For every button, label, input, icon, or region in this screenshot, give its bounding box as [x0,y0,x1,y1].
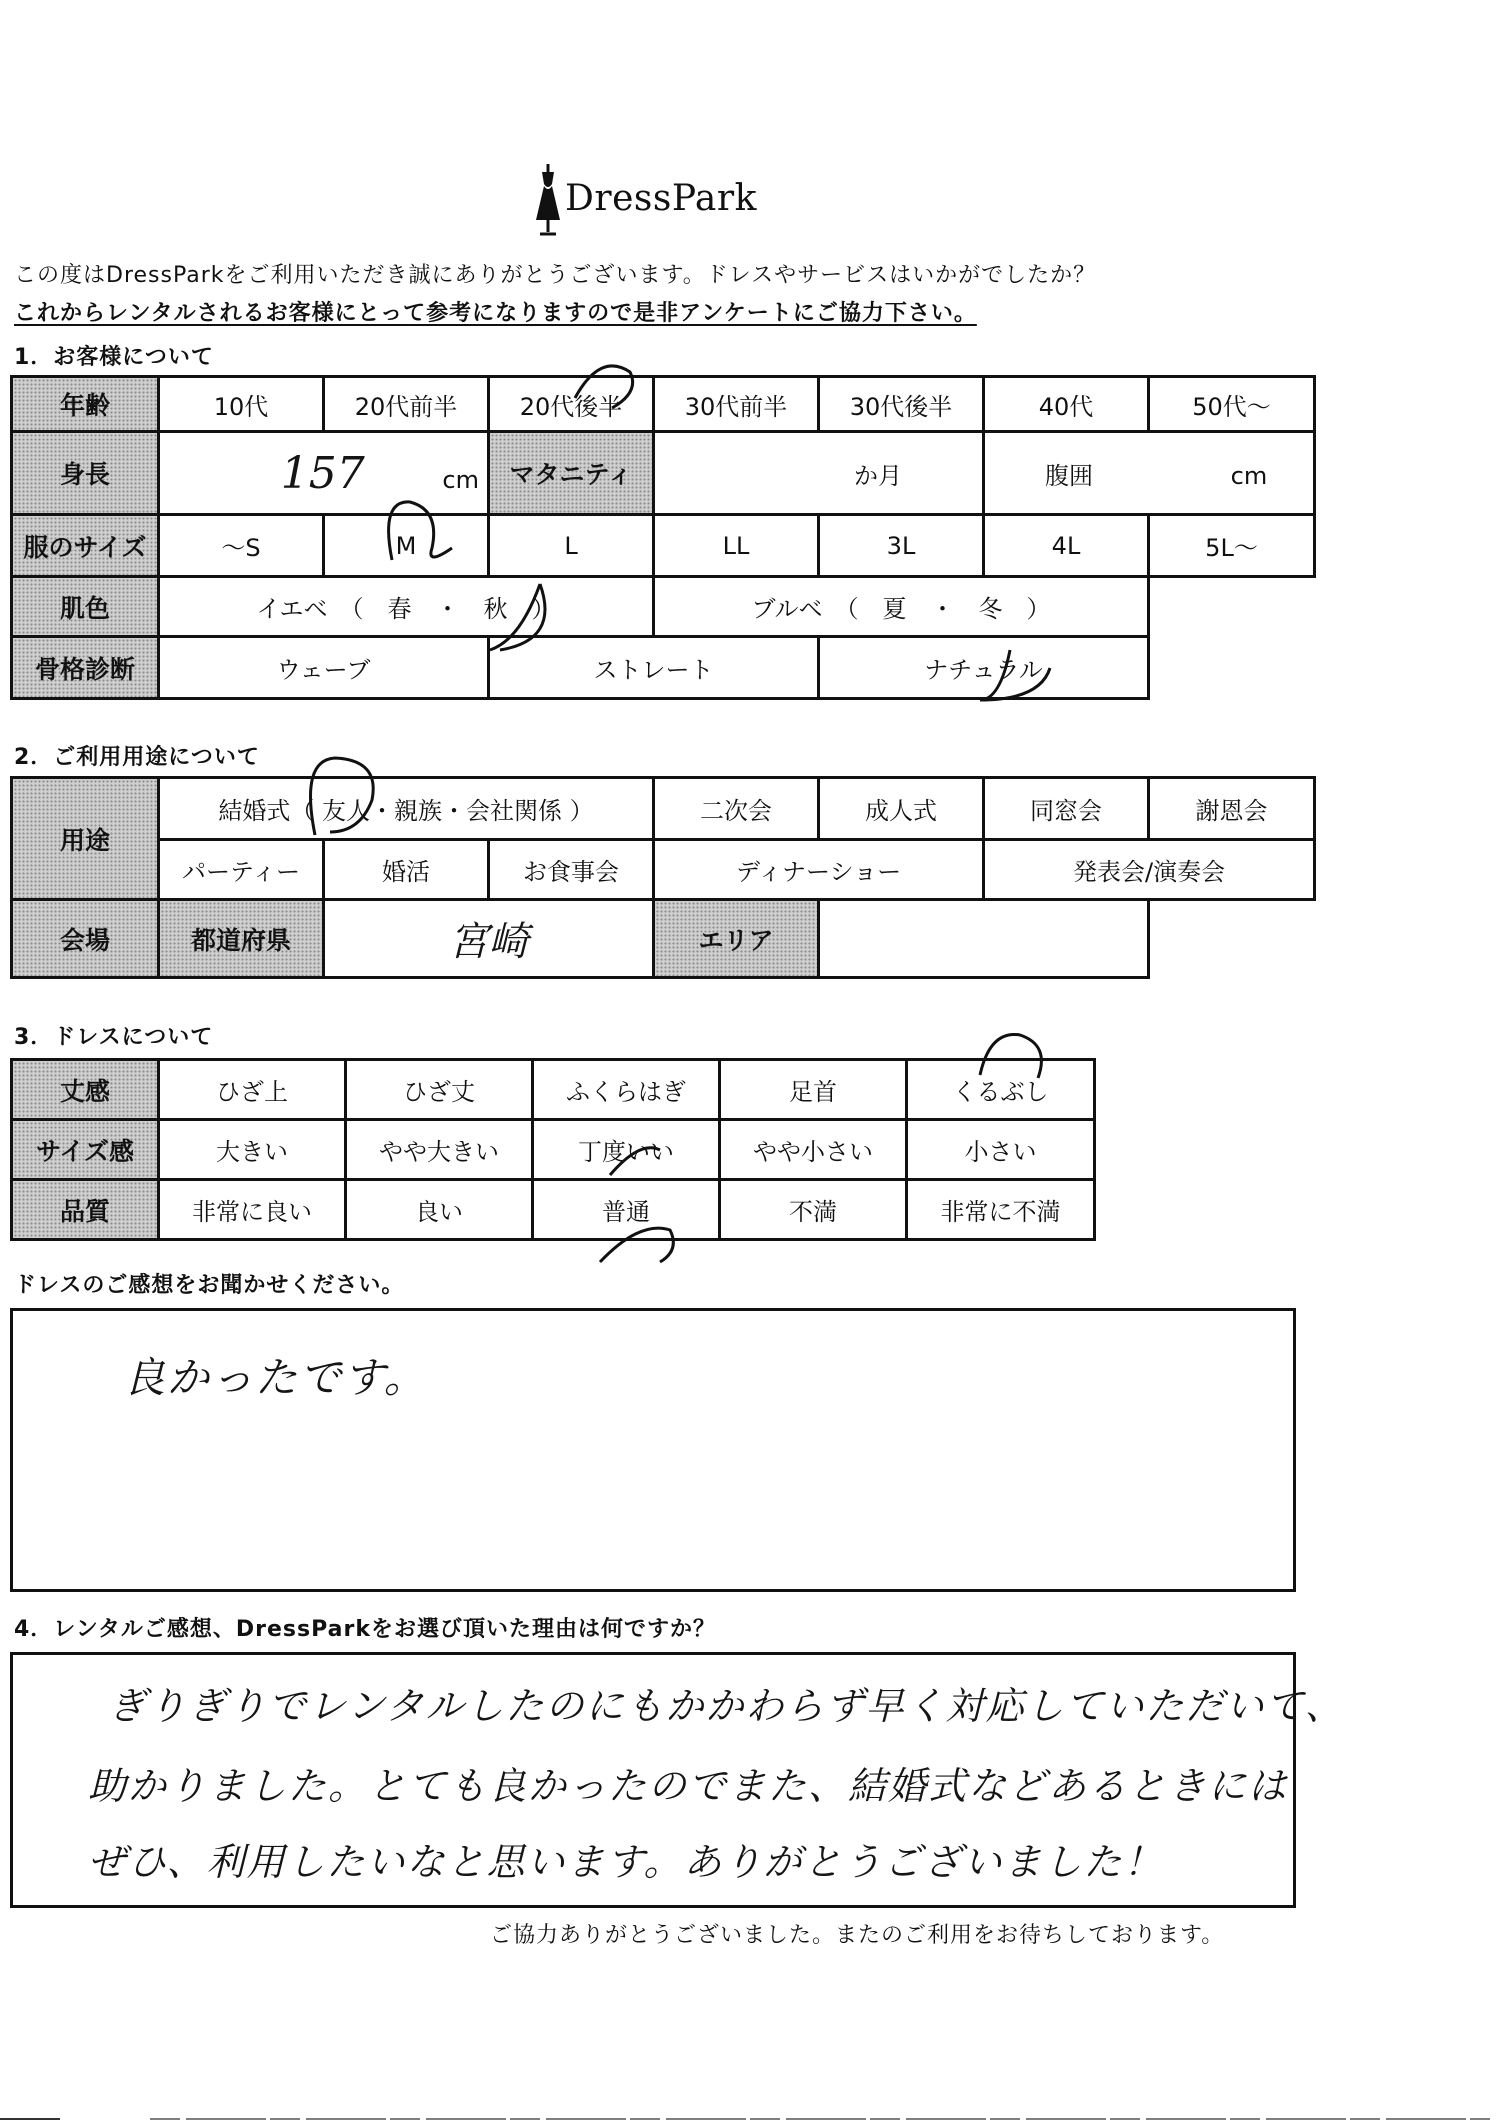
size-option[interactable]: 3L [819,515,984,577]
skin-yellow-base-option[interactable]: イエベ （ 春 ・ 秋 ） [159,577,654,637]
dress-table [10,1058,1096,1241]
venue-header: 会場 [12,900,159,978]
section4-title: 4．レンタルご感想、DressParkをお選び頂いた理由は何ですか？ [14,1617,716,1642]
length-option-selected[interactable]: くるぶし [907,1060,1095,1120]
purpose-option[interactable]: 成人式 [819,778,984,840]
quality-option-selected[interactable]: 普通 [533,1180,720,1240]
purpose-header: 用途 [12,778,159,900]
skin-tone-header: 肌色 [12,577,159,637]
area-field[interactable] [819,900,1149,978]
purpose-option[interactable]: 二次会 [654,778,819,840]
age-option[interactable]: 30代前半 [654,377,819,432]
length-option[interactable]: ひざ上 [159,1060,346,1120]
age-header: 年齢 [12,377,159,432]
impression-label: ドレスのご感想をお聞かせください。 [14,1273,405,1298]
frame-option[interactable]: ウェーブ [159,637,489,699]
section2-title: 2．ご利用用途について [14,745,260,770]
age-option[interactable]: 30代後半 [819,377,984,432]
scan-edge-line [0,2116,1500,2122]
size-option[interactable]: ～S [159,515,324,577]
maternity-header: マタニティ [489,432,654,515]
reason-line: ぜひ、利用したいなと思います。ありがとうございました！ [88,1840,1164,1884]
maternity-months-field[interactable] [654,432,984,515]
purpose-option[interactable]: 謝恩会 [1149,778,1315,840]
reason-line: 助かりました。とても良かったのでまた、結婚式などあるときには [88,1764,1289,1808]
months-unit: か月 [854,461,902,490]
frame-option-selected[interactable]: ナチュラル [819,637,1149,699]
usage-table [10,776,1316,979]
prefecture-label: 都道府県 [159,900,324,978]
length-header: 丈感 [12,1060,159,1120]
purpose-option[interactable]: 婚活 [324,840,489,900]
height-unit: cm [442,465,479,494]
height-header: 身長 [12,432,159,515]
size-option[interactable]: LL [654,515,819,577]
size-option[interactable]: 4L [984,515,1149,577]
area-label: エリア [654,900,819,978]
purpose-option[interactable]: 発表会/演奏会 [984,840,1315,900]
reason-line: ぎりぎりでレンタルしたのにもかかわらず早く対応していただいて、 [108,1684,1345,1728]
length-option[interactable]: 足首 [720,1060,907,1120]
age-option[interactable]: 50代～ [1149,377,1315,432]
age-option-selected[interactable]: 20代後半 [489,377,654,432]
purpose-option[interactable]: お食事会 [489,840,654,900]
purpose-option[interactable]: パーティー [159,840,324,900]
fit-option-selected[interactable]: 丁度いい [533,1120,720,1180]
fit-option[interactable]: やや大きい [346,1120,533,1180]
waist-field[interactable] [984,432,1315,515]
size-option[interactable]: L [489,515,654,577]
impression-textarea[interactable] [10,1308,1296,1592]
waist-label: 腹囲 [1045,461,1093,490]
quality-option[interactable]: 良い [346,1180,533,1240]
height-field[interactable] [159,432,489,515]
section3-title: 3．ドレスについて [14,1025,214,1050]
fit-option[interactable]: やや小さい [720,1120,907,1180]
body-frame-header: 骨格診断 [12,637,159,699]
prefecture-field[interactable] [324,900,654,978]
reason-textarea[interactable] [10,1652,1345,1908]
purpose-option[interactable]: ディナーショー [654,840,984,900]
quality-option[interactable]: 非常に不満 [907,1180,1095,1240]
size-option-selected[interactable]: M [324,515,489,577]
purpose-wedding-option[interactable]: 結婚式（ 友人・親族・会社関係 ） [159,778,654,840]
quality-header: 品質 [12,1180,159,1240]
length-option[interactable]: ふくらはぎ [533,1060,720,1120]
frame-option[interactable]: ストレート [489,637,819,699]
size-option[interactable]: 5L～ [1149,515,1315,577]
impression-handwriting: 良かったです。 [123,1353,428,1402]
age-option[interactable]: 10代 [159,377,324,432]
age-option[interactable]: 20代前半 [324,377,489,432]
age-option[interactable]: 40代 [984,377,1149,432]
customer-info-table [10,375,1316,700]
intro-thanks-text: この度はDressParkをご利用いただき誠にありがとうございます。ドレスやサービスはいかがでしたか？ [14,263,1097,288]
height-value: 157 [280,447,365,499]
waist-unit: cm [1230,461,1268,490]
fit-header: サイズ感 [12,1120,159,1180]
intro-request-text: これからレンタルされるお客様にとって参考になりますので是非アンケートにご協力下さい。 [14,301,977,326]
footer-thanks-text: ご協力ありがとうございました。またのご利用をお待ちしております。 [490,1923,1225,1948]
skin-blue-base-option[interactable]: ブルベ （ 夏 ・ 冬 ） [654,577,1149,637]
quality-option[interactable]: 非常に良い [159,1180,346,1240]
size-header: 服のサイズ [12,515,159,577]
purpose-option[interactable]: 同窓会 [984,778,1149,840]
section1-title: 1．お客様について [14,345,214,370]
length-option[interactable]: ひざ丈 [346,1060,533,1120]
quality-option[interactable]: 不満 [720,1180,907,1240]
brand-logo-text: DressPark [565,178,757,219]
fit-option[interactable]: 大きい [159,1120,346,1180]
fit-option[interactable]: 小さい [907,1120,1095,1180]
prefecture-value: 宮崎 [448,919,529,965]
